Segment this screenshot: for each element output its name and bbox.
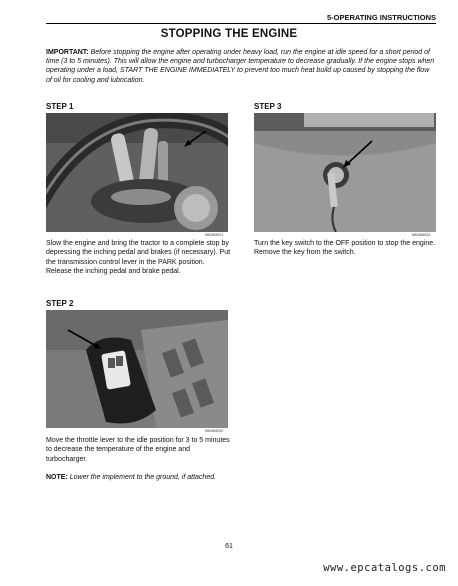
- important-text: Before stopping the engine after operating under heavy load, run the engine at idle speed for a short period of time (3 to 5 minutes). This will allow the engine and turbocharger temperature to decrease gradually. If the engine stops when operating under a load, START THE ENGINE IMMEDIATELY to prevent too much heat build up caused by stopping the flow of oil for cooling and lubrication.: [46, 49, 435, 84]
- step-2-photo-code: MK06M022: [205, 429, 224, 433]
- page-number: 61: [225, 543, 233, 550]
- step-3-photo-code: MK06M023: [412, 233, 431, 237]
- important-paragraph: [46, 48, 436, 85]
- step-3-photo: [254, 113, 436, 232]
- note-label: NOTE:: [46, 474, 68, 481]
- important-label: IMPORTANT:: [46, 49, 89, 56]
- page-title: STOPPING THE ENGINE: [160, 28, 298, 40]
- step-3-text: Turn the key switch to the OFF position to stop the engine. Remove the key from the switch.: [254, 240, 436, 257]
- step-2-photo: [46, 310, 228, 428]
- step-1-heading: STEP 1: [46, 102, 74, 111]
- step-1-photo-code: MK06M021: [205, 233, 224, 237]
- note-paragraph: [46, 473, 232, 482]
- header-divider: [46, 23, 436, 24]
- watermark-text: www.epcatalogs.com: [323, 562, 446, 574]
- step-2-text: Move the throttle lever to the idle position for 3 to 5 minutes to decrease the temperature of the engine and turbocharger.: [46, 437, 230, 463]
- step-3-heading: STEP 3: [254, 102, 282, 111]
- step-2-heading: STEP 2: [46, 299, 74, 308]
- step-1-text: Slow the engine and bring the tractor to a complete stop by depressing the inching pedal and brakes (if necessary). Put the transmission control lever in the PARK position. Release the inching pedal and brake pedal.: [46, 240, 231, 275]
- note-text: Lower the implement to the ground, if attached.: [69, 474, 217, 481]
- step-1-photo: [46, 113, 228, 232]
- section-header: 5-OPERATING INSTRUCTIONS: [326, 13, 436, 22]
